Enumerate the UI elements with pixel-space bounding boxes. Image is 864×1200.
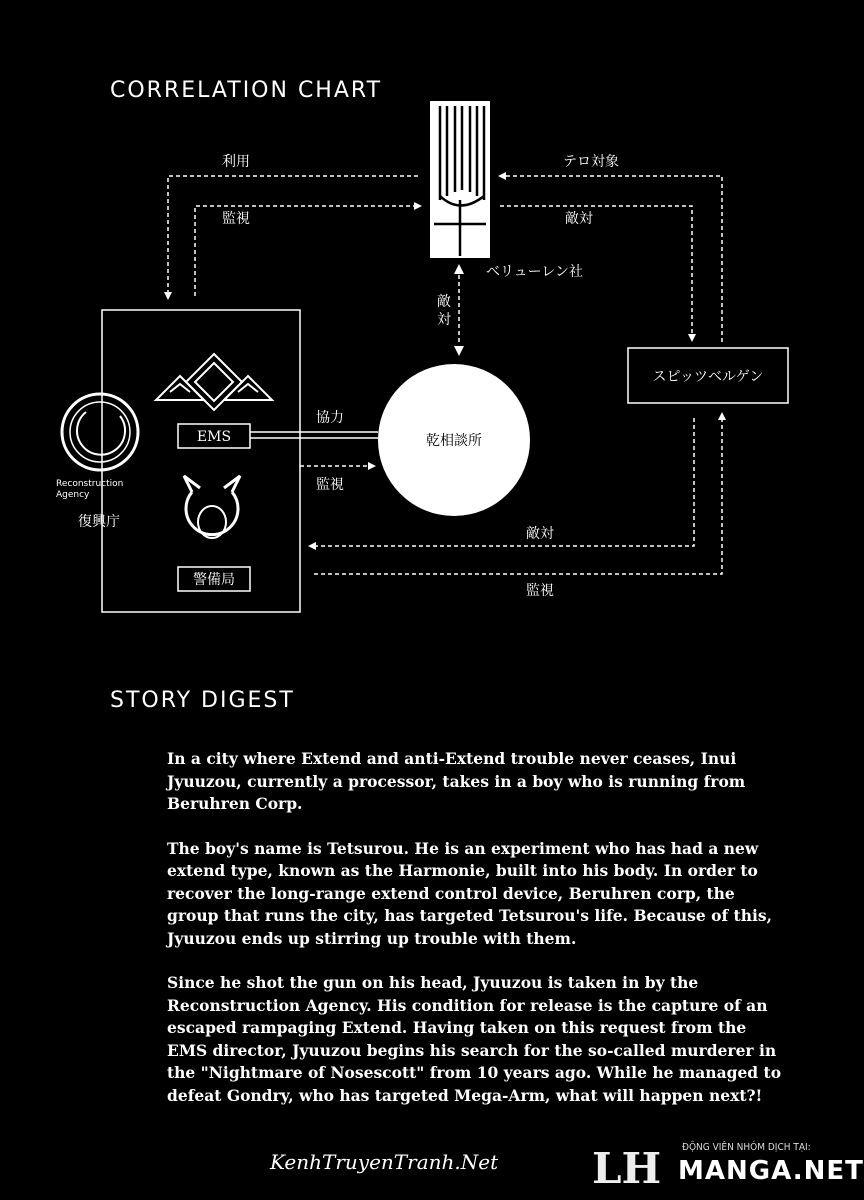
label-reconstruction: 復興庁 (78, 514, 120, 530)
top-right-arrows (500, 176, 722, 342)
label-police: 警備局 (193, 572, 235, 588)
label-cooperation: 協力 (316, 410, 344, 426)
label-spitzbergen: スピッツベルゲン (652, 369, 764, 385)
chart-heading: CORRELATION CHART (110, 78, 383, 103)
label-monitor-top: 監視 (222, 211, 250, 227)
watermark-right-big: MANGA.NET (678, 1156, 864, 1186)
watermark-right (592, 1140, 864, 1200)
cooperation-line (250, 432, 378, 438)
ems-logo (156, 354, 272, 410)
watermark-lh-logo: LH (592, 1144, 662, 1193)
story-paragraph-1: In a city where Extend and anti-Extend trouble never ceases, Inui Jyuuzou, currently a processor, takes in a boy who is running from Beruhren Corp. (167, 749, 746, 813)
label-use: 利用 (222, 154, 250, 170)
label-hostile-vertical-2: 対 (437, 312, 451, 328)
label-ems: EMS (196, 429, 232, 445)
beruhren-logo (430, 101, 490, 258)
label-hostile-bottom: 敵対 (526, 526, 554, 542)
vertical-double-arrow (454, 264, 464, 356)
label-monitor-mid: 監視 (316, 477, 344, 493)
reconstruction-logo-text-1: Reconstruction (56, 479, 124, 489)
reconstruction-logo (62, 394, 138, 470)
story-paragraph-3: Since he shot the gun on his head, Jyuuzou is taken in by the Reconstruction Agency. His condition for release is the capture of an escaped rampaging Extend. Having taken on this request from the EMS director, Jyuuzou begins his search for the so-called murderer in the "Nightmare of Nosescott" from 10 years ago. While he managed to defeat Gondry, who has targeted Mega-Arm, what will happen next?! (167, 973, 782, 1105)
label-beruhren: ベリューレン社 (486, 264, 583, 280)
label-hostile-top: 敵対 (565, 211, 593, 227)
label-hostile-vertical-1: 敵 (437, 294, 451, 310)
watermark-left: KenhTruyenTranh.Net (270, 1150, 499, 1174)
police-logo (184, 476, 240, 538)
label-monitor-bottom: 監視 (526, 583, 554, 599)
story-paragraph-2: The boy's name is Tetsurou. He is an experiment who has had a new extend type, known as the Harmonie, built into his body. In order to recover the long-range extend control device, Beruhren corp, the group that runs the city, has targeted Tetsurou's life. Because of this, Jyuuzou ends up stirring up trouble with them. (167, 838, 772, 948)
watermark-right-small: ĐỘNG VIÊN NHÓM DỊCH TẠI: (682, 1142, 811, 1153)
reconstruction-logo-text-2: Agency (56, 490, 90, 500)
story-digest (167, 748, 787, 1129)
story-heading: STORY DIGEST (110, 688, 295, 713)
label-inui: 乾相談所 (426, 433, 482, 449)
top-left-arrows (168, 176, 420, 298)
label-terror-target: テロ対象 (563, 154, 619, 170)
